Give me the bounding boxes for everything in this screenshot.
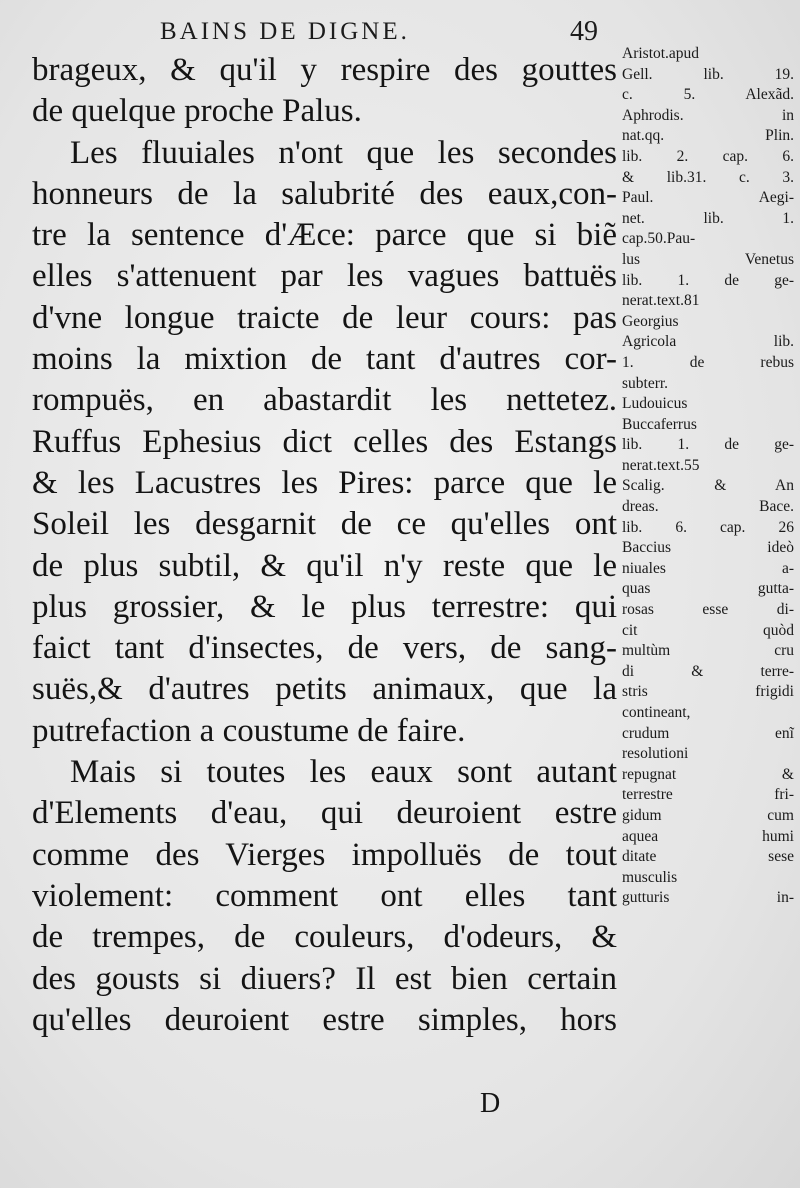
margin-note-line: lib. 1. de ge- [622, 436, 794, 454]
margin-note-line: gutturis in- [622, 889, 794, 907]
text-line: qu'elles deuroient estre simples, hors [32, 1001, 617, 1038]
margin-note-line: Georgius [622, 312, 679, 330]
margin-note-line: 1. de rebus [622, 353, 794, 371]
margin-note-line: ditate sese [622, 848, 794, 866]
text-line: moins la mixtion de tant d'autres cor- [32, 341, 617, 378]
margin-note-line: Aristot.apud [622, 45, 700, 62]
main-text-column [32, 50, 617, 1041]
margin-note-line: Paul. Aegi- [622, 189, 794, 207]
margin-note-line: stris frigidi [622, 683, 794, 701]
margin-note-line: terrestre fri- [622, 786, 794, 804]
margin-note-line: Buccaferrus [622, 415, 697, 433]
margin-note-line: rosas esse di- [622, 601, 794, 619]
margin-note-line: resolutioni [622, 745, 689, 763]
text-line: & les Lacustres les Pires: parce que le [32, 464, 617, 501]
text-line: des gousts si diuers? Il est bien certain [32, 960, 617, 997]
signature-mark: D [480, 1088, 501, 1119]
margin-note-line: Baccius ideò [622, 539, 794, 557]
text-line: Les fluuiales n'ont que les secondes [70, 134, 617, 171]
text-line: suës,& d'autres petits animaux, que la [32, 671, 617, 708]
text-line: Ruffus Ephesius dict celles des Estangs [32, 423, 617, 460]
margin-note-line: di & terre- [622, 662, 794, 680]
text-line: plus grossier, & le plus terrestre: qui [32, 588, 617, 625]
text-line: putrefaction a coustume de faire. [32, 712, 466, 749]
margin-note-line: cap.50.Pau- [622, 230, 696, 248]
margin-note-line: repugnat & [622, 765, 794, 783]
text-line: brageux, & qu'il y respire des gouttes [32, 52, 617, 88]
margin-note-line: Scalig. & An [622, 477, 794, 495]
running-head: BAINS DE DIGNE. [160, 18, 410, 45]
text-line: d'Elements d'eau, qui deuroient estre [32, 795, 617, 832]
margin-note-line: contineant, [622, 704, 691, 721]
text-line: violement: comment ont elles tant [32, 877, 617, 914]
text-line: honneurs de la salubrité des eaux,con- [32, 175, 617, 212]
margin-note-line: aquea humi [622, 827, 794, 845]
margin-note-line: gidum cum [622, 806, 794, 824]
text-line: d'vne longue traicte de leur cours: pas [32, 299, 617, 336]
margin-note-line: lib. 6. cap. 26 [622, 518, 794, 536]
margin-note-line: niuales a- [622, 559, 794, 577]
margin-note-line: Aphrodis. in [622, 106, 794, 124]
margin-note-line: cit quòd [622, 621, 794, 639]
text-line: faict tant d'insectes, de vers, de sang- [32, 630, 617, 667]
margin-note-line: dreas. Bace. [622, 498, 794, 516]
margin-note-line: Agricola lib. [622, 333, 794, 351]
margin-note-line: lus Venetus [622, 250, 794, 268]
margin-note-line: nat.qq. Plin. [622, 127, 794, 145]
text-line: rompuës, en abastardit les nettetez. [32, 382, 617, 419]
margin-note-line: nerat.text.55 [622, 456, 700, 474]
margin-note-line: multùm cru [622, 642, 794, 660]
text-line: de plus subtil, & qu'il n'y reste que le [32, 547, 617, 584]
text-line: comme des Vierges impolluës de tout [32, 836, 617, 873]
margin-note-line: crudum enĩ [622, 724, 794, 742]
margin-note-line: lib. 1. de ge- [622, 271, 794, 289]
margin-note-line: net. lib. 1. [622, 209, 794, 227]
margin-notes [622, 44, 794, 909]
text-line: Soleil les desgarnit de ce qu'elles ont [32, 506, 617, 543]
page-number: 49 [570, 16, 598, 47]
text-line: Mais si toutes les eaux sont autant [70, 754, 617, 791]
text-line: de quelque proche Palus. [32, 93, 362, 130]
text-line: de trempes, de couleurs, d'odeurs, & [32, 919, 617, 956]
margin-note-line: musculis [622, 868, 678, 886]
margin-note-line: c. 5. Alexãd. [622, 86, 794, 104]
text-line: elles s'attenuent par les vagues battuës [32, 258, 617, 295]
margin-note-line: nerat.text.81 [622, 292, 700, 310]
margin-note-line: Ludouicus [622, 395, 688, 413]
margin-note-line: & lib.31. c. 3. [622, 168, 794, 186]
margin-note-line: subterr. [622, 374, 669, 392]
margin-note-line: Gell. lib. 19. [622, 65, 794, 83]
margin-note-line: quas gutta- [622, 580, 794, 598]
margin-note-line: lib. 2. cap. 6. [622, 147, 794, 165]
text-line: tre la sentence d'Æce: parce que si biẽ [32, 217, 617, 254]
